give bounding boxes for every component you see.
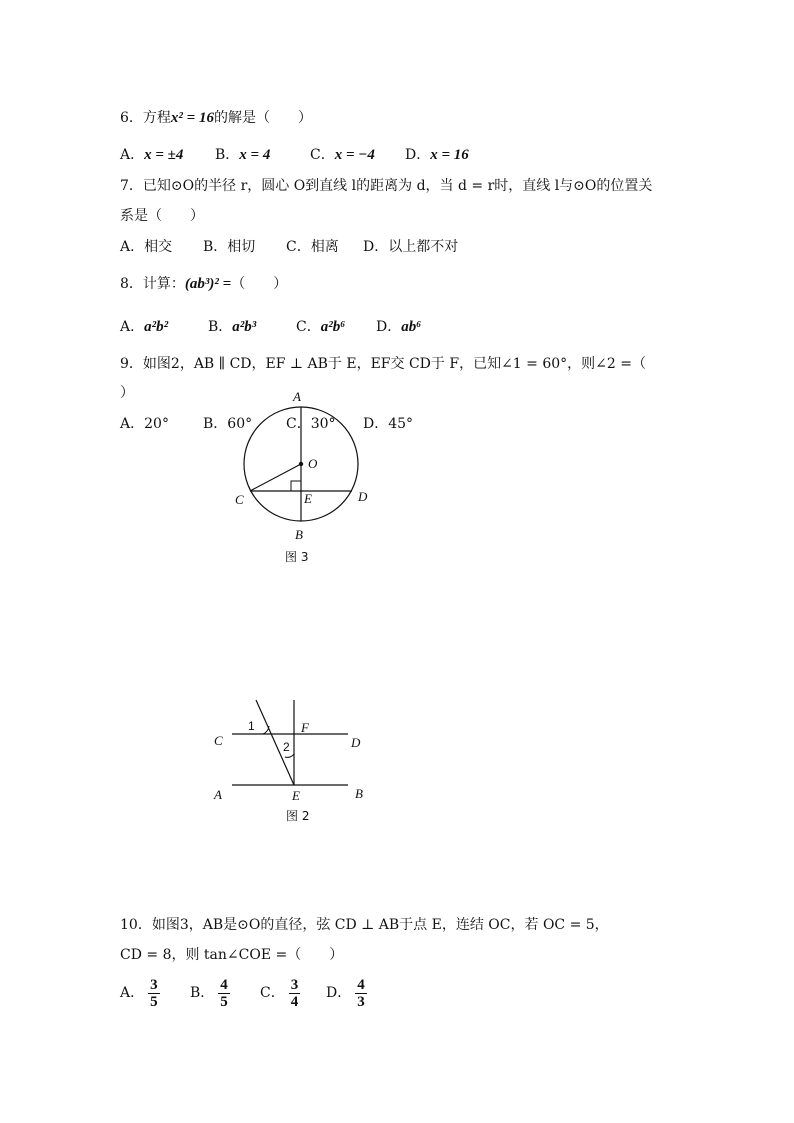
q8-option-a: A．a²b² xyxy=(120,319,169,335)
label-e: E xyxy=(292,788,300,803)
q6-prefix: 6．方程 xyxy=(120,110,171,126)
angle-2-label: 2 xyxy=(283,740,290,754)
figure-3-caption: 图 3 xyxy=(285,550,309,564)
angle-1-label: 1 xyxy=(248,719,255,733)
label-d: D xyxy=(358,489,368,504)
q7-stem-line1: 7．已知⊙O的半径 r，圆心 O到直线 l的距离为 d，当 d = r时，直线 l与⊙O的位置关 xyxy=(120,178,653,194)
q7-stem-line2: 系是（ ） xyxy=(120,208,204,224)
center-point-o xyxy=(299,462,303,466)
label-b: B xyxy=(295,527,303,542)
label-c: C xyxy=(214,733,223,748)
q9-option-d: D．45° xyxy=(363,416,414,432)
q6-option-a: A．x = ±4 xyxy=(120,147,184,163)
q8-stem xyxy=(120,275,287,293)
q10-option-c: C． $\frac{3}{4}$ xyxy=(260,976,299,1010)
q6-option-c: C．x = −4 xyxy=(310,147,375,163)
q10-option-a: A． $\frac{3}{5}$ xyxy=(120,976,158,1010)
q8-prefix: 8．计算： xyxy=(120,276,185,292)
q6-equation: x² = 16 xyxy=(170,110,214,126)
q8-expression: (ab³)² = xyxy=(184,276,232,292)
q10-options xyxy=(120,975,367,1011)
figure-3-circle-diagram xyxy=(225,385,385,570)
q6-option-d: D．x = 16 xyxy=(405,147,469,163)
q8-option-c: C．a²b⁶ xyxy=(296,319,346,335)
q9-stem-line2: ） xyxy=(120,385,134,401)
q7-option-a: A．相交 xyxy=(120,239,173,255)
q9-option-b: B．60° xyxy=(203,416,253,432)
label-c: C xyxy=(235,492,244,507)
q10-stem-line2: CD = 8，则 tan∠COE =（ ） xyxy=(120,947,344,963)
q10-option-b: B． $\frac{4}{5}$ xyxy=(190,976,228,1010)
q9-option-a: A．20° xyxy=(120,416,169,432)
q6-option-b: B．x = 4 xyxy=(215,147,271,163)
q7-option-d: D．以上都不对 xyxy=(363,239,459,255)
label-a: A xyxy=(214,787,222,802)
label-e: E xyxy=(304,491,312,506)
q7-option-c: C．相离 xyxy=(286,239,339,255)
q10-stem-line1: 10．如图3，AB是⊙O的直径，弦 CD ⊥ AB于点 E，连结 OC，若 OC = 5， xyxy=(120,917,609,933)
q9-stem-line1: 9．如图2，AB ∥ CD，EF ⊥ AB于 E，EF交 CD于 F，已知∠1 = 60°，则∠2 =（ xyxy=(120,356,646,372)
q8-options xyxy=(120,318,421,336)
q8-option-b: B．a²b³ xyxy=(208,319,257,335)
q6-options xyxy=(120,146,469,164)
figure-2-parallel-lines-diagram xyxy=(205,690,385,830)
q8-suffix: （ ） xyxy=(231,276,288,292)
q6-suffix: 的解是（ ） xyxy=(213,110,312,126)
label-f: F xyxy=(301,720,309,735)
label-b: B xyxy=(355,786,363,801)
q7-option-b: B．相切 xyxy=(203,239,256,255)
q7-options xyxy=(120,238,458,256)
label-a: A xyxy=(293,389,301,404)
radius-oc xyxy=(250,464,301,491)
label-d: D xyxy=(351,735,361,750)
figure-2-caption: 图 2 xyxy=(286,809,310,823)
label-o: O xyxy=(308,456,318,471)
right-angle-mark xyxy=(291,481,301,491)
q9-option-c: C．30° xyxy=(286,416,336,432)
q10-option-d: D． $\frac{4}{3}$ xyxy=(326,976,365,1010)
q6-stem xyxy=(120,109,312,127)
angle-2-arc xyxy=(285,754,294,757)
q8-option-d: D．ab⁶ xyxy=(376,319,422,335)
